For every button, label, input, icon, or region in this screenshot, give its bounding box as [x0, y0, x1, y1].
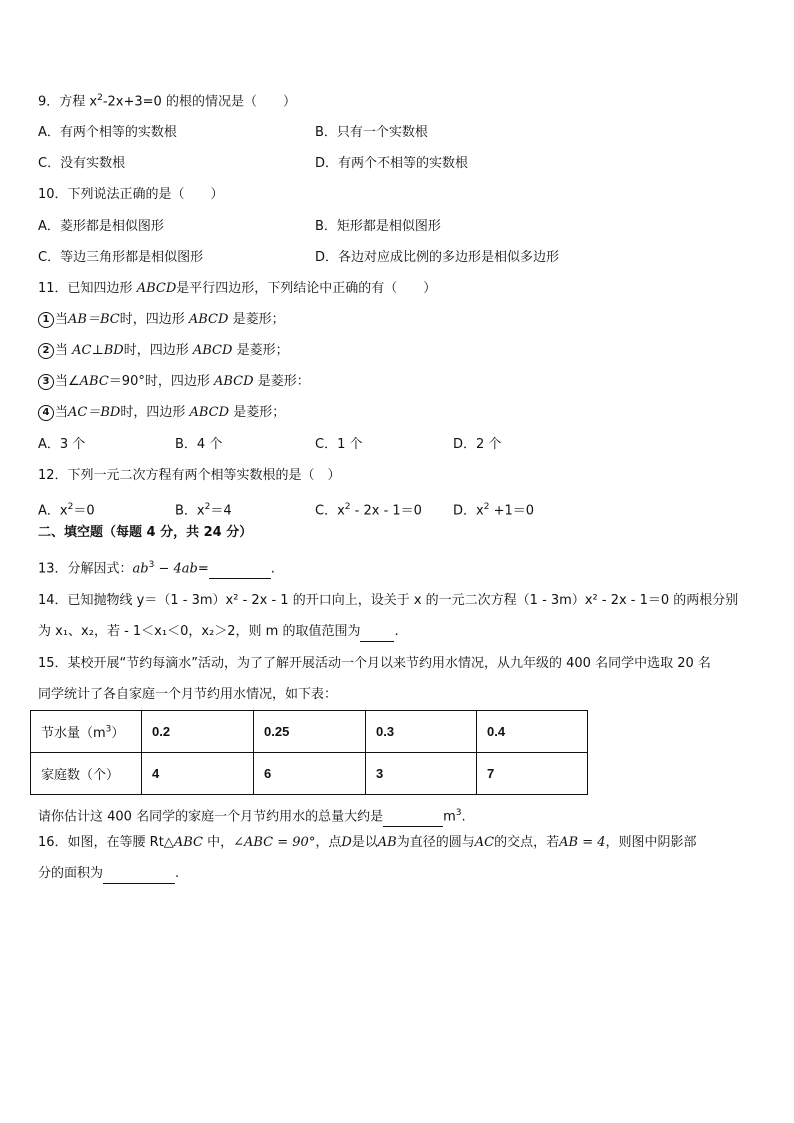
- q10-option-a: A．菱形都是相似图形: [38, 219, 164, 234]
- q10-option-d: D．各边对应成比例的多边形是相似多边形: [315, 250, 560, 265]
- q15-answer-blank[interactable]: [383, 808, 443, 827]
- table-cell: 0.3: [366, 711, 477, 753]
- q13-answer-blank[interactable]: [209, 560, 271, 579]
- table-row-label: 节水量$(m^3)$: [31, 711, 142, 753]
- q11-option-b: B．4 个: [175, 437, 223, 452]
- q14-line-1: 14．已知抛物线 y＝（1 - 3m）x² - 2x - 1 的开口向上，设关于 x 的一元二次方程（1 - 3m）x² - 2x - 1＝0 的两根分别: [38, 593, 739, 608]
- water-saving-table: [30, 710, 588, 795]
- table-cell: 7: [477, 753, 588, 795]
- q10-option-c: C．等边三角形都是相似图形: [38, 250, 204, 265]
- q11-statement-3: 3 当∠ABC＝90°时，四边形 ABCD 是菱形：: [38, 373, 310, 391]
- q12-option-c: C．$x^2 - 2x - 1=0$: [315, 502, 422, 519]
- q9-option-c: C．没有实数根: [38, 156, 126, 171]
- table-cell: 4: [142, 753, 254, 795]
- table-cell: 0.25: [254, 711, 366, 753]
- q10-stem: 10．下列说法正确的是（ ）: [38, 187, 224, 202]
- table-row: [31, 753, 588, 795]
- q15-line-3: 请你估计这 400 名同学的家庭一个月节约用水的总量大约是 $m^3$.: [38, 804, 466, 827]
- circled-number-3: 3: [38, 374, 54, 390]
- table-cell: 0.4: [477, 711, 588, 753]
- section-heading-fill-in: 二、填空题（每题 4 分，共 24 分）: [38, 525, 253, 540]
- table-row-label: 家庭数（个）: [31, 753, 142, 795]
- q15-line-2: 同学统计了各自家庭一个月节约用水情况，如下表：: [38, 687, 338, 702]
- table-row: [31, 711, 588, 753]
- q15-line-1: 15．某校开展“节约每滴水”活动，为了了解开展活动一个月以来节约用水情况，从九年级的 400 名同学中选取 20 名: [38, 656, 711, 671]
- q16-answer-blank[interactable]: [103, 865, 175, 884]
- circled-number-1: 1: [38, 312, 54, 328]
- q11-stem: 11．已知四边形 ABCD是平行四边形，下列结论中正确的有（ ）: [38, 281, 437, 296]
- q11-statement-1: 1 当AB＝BC时，四边形 ABCD 是菱形；: [38, 311, 285, 329]
- q11-option-d: D．2 个: [453, 437, 502, 452]
- q9-stem: 9．方程 $x^2-2x+3=0$ 的根的情况是（ ）: [38, 93, 296, 110]
- circled-number-2: 2: [38, 343, 54, 359]
- table-cell: 6: [254, 753, 366, 795]
- q9-option-d: D．有两个不相等的实数根: [315, 156, 469, 171]
- q12-stem: 12．下列一元二次方程有两个相等实数根的是（ ）: [38, 468, 341, 483]
- table-cell: 0.2: [142, 711, 254, 753]
- q14-line-2: 为 x₁、x₂，若 - 1＜x₁＜0，x₂＞2，则 m 的取值范围为 .: [38, 623, 399, 642]
- q13-stem: 13．分解因式：$ab^3 - 4ab=$ .: [38, 556, 275, 579]
- q11-option-c: C．1 个: [315, 437, 363, 452]
- q16-line-1: 16．如图，在等腰 Rt△ABC 中，∠ABC = 90°，点D是以AB为直径的圆与AC的交点，若AB = 4，则图中阴影部: [38, 835, 697, 850]
- q9-option-a: A．有两个相等的实数根: [38, 125, 177, 140]
- q11-statement-4: 4 当AC＝BD时，四边形 ABCD 是菱形；: [38, 404, 285, 422]
- q12-option-d: D．$x^2 +1=0$: [453, 502, 535, 519]
- q14-answer-blank[interactable]: [360, 623, 394, 642]
- q12-option-a: A．$x^2=0$: [38, 502, 95, 519]
- q16-line-2: 分的面积为 .: [38, 865, 179, 884]
- q12-option-b: B．$x^2=4$: [175, 502, 232, 519]
- q9-option-b: B．只有一个实数根: [315, 125, 428, 140]
- q11-statement-2: 2 当 AC⊥BD时，四边形 ABCD 是菱形；: [38, 342, 289, 360]
- circled-number-4: 4: [38, 405, 54, 421]
- q11-option-a: A．3 个: [38, 437, 86, 452]
- q10-option-b: B．矩形都是相似图形: [315, 219, 441, 234]
- table-cell: 3: [366, 753, 477, 795]
